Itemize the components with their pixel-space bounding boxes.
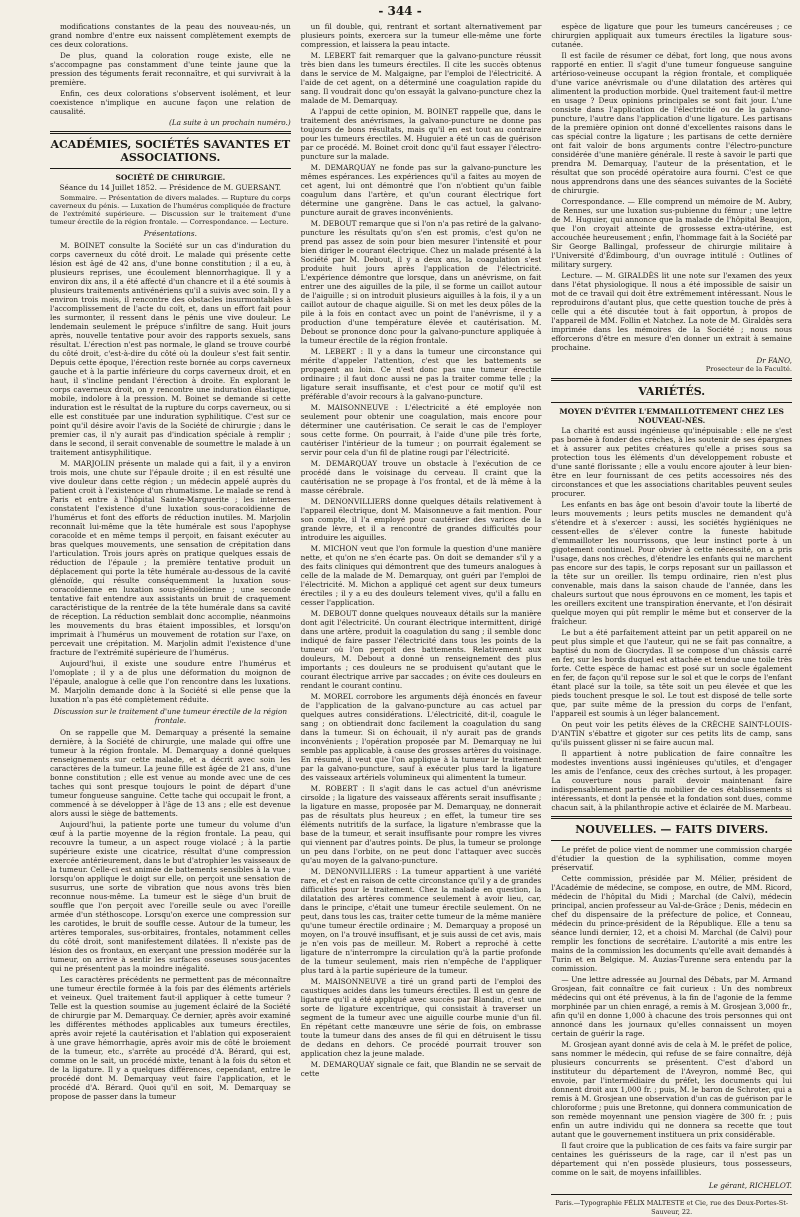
paragraph: M. ROBERT : Il s'agit dans le cas actuel d'un anévrisme cirsoïde ; la ligature des vaisseaux afférents serait insuffisante ; la ligature en masse, proposée par M. Demarquay, ne donnerait pas de résultats plus heureux ; en effet, la tumeur tire ses éléments nutritifs de la surface, la ligature n'embrasse que la base de la tumeur, et serait insuffisante pour rompre les vivres qui viennent par d'autres points. De plus, la tumeur se prolonge un peu dans l'orbite, on ne peut donc l'attaquer avec succès qu'au moyen de la galvano-puncture.	[300, 784, 542, 865]
paragraph: Il faut croire que la publication de ces faits va faire surgir par centaines les guérisseurs de la rage, car il n'est pas un département qui n'en possède plusieurs, tous possesseurs, comme on le sait, de moyens infaillibles.	[551, 1141, 793, 1177]
gerant-signature: Le gérant, RICHELOT.	[708, 1181, 793, 1190]
divider	[551, 816, 792, 819]
paragraph: M. LEBERT fait remarquer que la galvano-puncture réussit très bien dans les tumeurs érectiles. Il cite les succès obtenus dans le service de M. Malgaigne, par l'emploi de l'électricité. A l'aide de cet agent, on a déterminé une coagulation rapide du sang. Il voudrait donc qu'on essayât la galvano-puncture chez la malade de M. Demarquay.	[300, 51, 542, 105]
column-3	[551, 22, 792, 1217]
paragraph: A l'appui de cette opinion, M. BOINET rappelle que, dans le traitement des anévrismes, la galvano-puncture ne donne pas toujours de bons résultats, mais qu'il en est tout au contraire pour les tumeurs érectiles. M. Huguier a été un cas de guérison par ce procédé. M. Boinet croit donc qu'il faut essayer l'électro-puncture sur la malade.	[300, 107, 542, 161]
paragraph: Les enfants en bas âge ont besoin d'avoir toute la liberté de leurs mouvements ; leurs petits muscles ne demandent qu'à s'étendre et à s'exercer : aussi, les sociétés hygiéniques ne cessent-elles de s'élever contre la funeste habitude d'emmailloter les nourrissons, que leur instinct porte à un gigotement continuel. Pour obvier à cette nécessité, on a pris l'usage, dans nos crèches, d'étendre les enfants qui ne marchent pas encore sur des tapis, le corps reposant sur un paillasson et la tête sur un oreiller. Ils tempu ordinaire, rien n'est plus convenable, mais dans la saison chaude de l'année, dans les chaleurs surtout que nous éprouvons en ce moment, les tapis et les oreillers excitent une transpiration énervante, et l'on désirait quelque moyen qui pût remplir le même but et conserver de la fraîcheur.	[551, 500, 793, 626]
columns	[50, 22, 792, 1217]
paragraph: Il est facile de résumer ce débat, fort long, que nous avons rapporté en entier. Il s'agit d'une tumeur fongueuse sanguine artérioso-veineuse occupant la région frontale, et compliquée d'une varice anévrismale ou d'une dilatation des artères qui alimentent la production morbide. Quel traitement faut-il mettre en usage ? Deux opinions principales se sont fait jour. L'une consiste dans l'application de l'électricité ou de la galvano-puncture, l'autre dans l'application d'une ligature. Les partisans de la première opinion ont donné d'excellentes raisons dans le cas spécial contre la ligature ; les partisans de cette dernière ont fait valoir de bons arguments contre l'électro-puncture considérée d'une manière générale. Il reste à savoir le parti que prendra M. Demarquay, l'auteur de la présentation, et le résultat que son procédé opératoire aura fourni. C'est ce que nous apprendrons dans une des séances suivantes de la Société de chirurgie.	[551, 51, 793, 195]
paragraph: M. MAISONNEUVE : L'électricité a été employée non seulement pour obtenir une coagulation, mais encore pour déterminer une cautérisation. Ce serait le cas de l'employer sous cette forme. On pourrait, à l'aide d'une pile très forte, cautériser l'intérieur de la tumeur ; on pourrait également se servir pour cela d'un fil de platine rougi par l'électricité.	[300, 403, 542, 457]
divider	[50, 131, 291, 134]
paragraph: M. MICHON veut que l'on formule la question d'une manière nette, et qu'on ne s'en écarte pas. On doit se demander s'il y a des faits cliniques qui démontrent que des tumeurs analogues à celle de la malade de M. Demarquay, ont guéri par l'emploi de l'électricité. M. Michon a appliqué cet agent sur deux tumeurs érectiles ; il y a eu des douleurs telement vives, qu'il a fallu en cesser l'application.	[300, 544, 542, 607]
paragraph: Enfin, ces deux colorations s'observent isolément, et leur coexistence n'implique en aucune façon une relation de causalité.	[50, 89, 291, 116]
section-title-varietes: VARIÉTÉS.	[638, 385, 706, 398]
society-title: SOCIÉTÉ DE CHIRURGIE.	[115, 173, 226, 182]
paragraph: M. DEMARQUAY trouve un obstacle à l'exécution de ce procédé dans le voisinage du cerveau. Il craint que la cautérisation ne se propage à l'os frontal, et de là même à la masse cérébrale.	[300, 459, 542, 495]
page-number: - 344 -	[378, 4, 422, 18]
paragraph: modifications constantes de la peau des nouveau-nés, un grand nombre d'entre eux naissent complètement exempts de ces deux colorations.	[50, 22, 291, 49]
session-date: Séance du 14 Juillet 1852. — Présidence de M. GUERSANT.	[59, 183, 282, 192]
divider	[551, 402, 792, 403]
summary: Sommaire. — Présentation de divers malades. — Rupture du corps caverneux du pénis. — Luxation de l'humérus compliquée de fracture de l'extrémité supérieure. — Discussion sur le traitement d'une tumeur érectile de la région frontale. — Correspondance. — Lecture.	[50, 194, 291, 226]
paragraph: M. DENONVILLIERS : La tumeur appartient à une variété rare, et c'est en raison de cette circonstance qu'il y a de grandes difficultés pour le traitement. Chez la malade en question, la dilatation des artères commence seulement à avoir lieu, car, dans le principe, c'était une tumeur érectile seulement. On ne peut, dans tous les cas, traiter cette tumeur de la même manière qu'une tumeur érectile ordinaire ; M. Demarquay a proposé un moyen, on l'a trouvé insuffisant, et je suis aussi de cet avis, mais je n'en vois pas de meilleur. M. Robert a reproché à cette ligature de n'interrompre la circulation qu'à la partie profonde de la tumeur seulement, mais rien n'empêche de l'appliquer plus tard à la partie supérieure de la tumeur.	[300, 867, 542, 975]
paragraph: Le préfet de police vient de nommer une commission chargée d'étudier la question de la syphilisation, comme moyen préservatif.	[551, 845, 793, 872]
paragraph: M. MOREL corrobore les arguments déjà énoncés en faveur de l'application de la galvano-puncture au cas actuel par quelques autres considérations. L'électricité, dit-il, coagule le sang ; on obtiendrait donc facilement la coagulation du sang dans la tumeur. Si on échouait, il n'y aurait pas de grands inconvénients ; l'opération proposée par M. Demarquay ne lui semble pas applicable, à cause des grosses artères du voisinage. En résumé, il veut que l'on applique à la tumeur le traitement par la galvano-puncture, sauf à exécuter plus tard la ligature des vaisseaux artériels volumineux qui alimentent la tumeur.	[300, 692, 542, 782]
paragraph: M. DEMARQUAY ne fonde pas sur la galvano-puncture les mêmes espérances. Les expériences qu'il a faites au moyen de cet agent, lui ont démontré que l'on n'obtient qu'un faible coagulum dans l'artère, et qu'un courant électrique fort détermine une gangrène. Dans le cas actuel, la galvano-puncture aurait de graves inconvénients.	[300, 163, 542, 217]
divider	[551, 1194, 792, 1195]
column-1	[50, 22, 291, 1217]
paragraph: — Une lettre adressée au Journal des Débats, par M. Armand Grosjean, fait connaître ce fait curieux : Un des nombreux médecins qui ont été prévenus, à la fin de l'agonie de la femme morphinée par un chien enragé, a remis à M. Grosjean 3,000 fr., afin qu'il en donne 1,000 à chacune des trois personnes qui ont annoncé dans les journaux qu'elles connaissent un moyen certain de guérir la rage.	[551, 975, 793, 1038]
paragraph: un fil double, qui, rentrant et sortant alternativement par plusieurs points, exercera sur la tumeur elle-même une forte compression, et laissera la peau intacte.	[300, 22, 542, 49]
paragraph: Le but a été parfaitement atteint par un petit appareil on ne peut plus simple et que l'auteur, qui ne se fait pas connaître, a baptisé du nom de Giocrydas. Il se compose d'un châssis carré en fer, sur les bords duquel est attachée et tendue une toile très forte. Cette espèce de hamac est posé sur un socle également en fer, de façon qu'il repose sur le sol et que le corps de l'enfant étant placé sur la toile, sa tête soit un peu élevée et que les pieds touchent presque le sol. Le tout est disposé de telle sorte que, par suite même de la pression du corps de l'enfant, l'appareil est soumis à un léger balancement.	[551, 628, 793, 718]
subsection-title: Discussion sur le traitement d'une tumeur érectile de la région frontale.	[53, 707, 288, 725]
paragraph: Aujourd'hui, il existe une soudure entre l'humérus et l'omoplate ; il y a de plus une déformation du moignon de l'épaule, analogue à celle que l'on rencontre dans les luxations. M. Marjolin demande donc à la Société si elle pense que la luxation n'a pas été complètement réduite.	[50, 659, 291, 704]
signature: Dr FANO,	[756, 356, 793, 365]
paragraph: M. DEMARQUAY signale ce fait, que Blandin ne se servait de cette	[300, 1060, 542, 1078]
paragraph: On peut voir les petits élèves de la CRÈCHE SAINT-LOUIS-D'ANTIN s'ébattre et gigoter sur ces petits lits de camp, sans qu'ils puissent glisser ni se faire aucun mal.	[551, 720, 793, 747]
divider	[50, 168, 291, 169]
lecture: Lecture. — M. GIRALDÈS lit une note sur l'examen des yeux dans l'état physiologique. Il nous a été impossible de saisir un mot de ce travail qui doit être extrêmement intéressant. Nous le reproduirons d'autant plus, que cette question touche de près à celle qui a été discutée tout à fait opportun, à propos de l'appareil de MM. Follin et Natchez. La note de M. Giraldès sera imprimée dans les mémoires de la Société ; nous nous efforcerons d'être en mesure d'en donner un extrait à semaine prochaine.	[551, 271, 793, 352]
subsection-title: Présentations.	[143, 229, 197, 238]
paragraph: M. DEBOUT remarque que si l'on n'a pas retiré de la galvano-puncture les résultats qu'on s'en est promis, c'est qu'on ne prend pas assez de soin pour bien mesurer l'intensité et pour bien diriger le courant électrique. Chez un malade présenté à la Société par M. Debout, il y a deux ans, la coagulation s'est produite huit jours après l'application de l'électricité. L'expérience démontre que lorsque, dans un anévrisme, on fait entrer une des aiguilles de la pile, il se forme un caillot autour de l'aiguille ; si on introduit plusieurs aiguilles à la fois, il y a un caillot autour de chaque aiguille. Si on met les deux pôles de la pile à la fois en contact avec un point de l'anévrisme, il y a production d'une température élevée et cautérisation. M. Debout se prononce donc pour la galvano-puncture appliquée à la tumeur érectile de la région frontale.	[300, 219, 542, 345]
paragraph: M. MARJOLIN présente un malade qui a fait, il y a environ trois mois, une chute sur l'épaule droite ; il en est résulté une vive douleur dans cette région ; un médecin appelé auprès du patient croit à l'existence d'un rhumatisme. Le malade se rend à Paris et entre à l'hôpital Sainte-Marguerite ; les internes constatent l'existence d'une luxation sous-coracoïdienne de l'humérus et font des efforts de réduction inutiles. M. Marjolin reconnaît lui-même que la tête humérale est sous l'apophyse coracoïde et en même temps il perçoit, en faisant exécuter au bras quelques mouvements, une sensation de crépitation dans l'articulation. Trois jours après on pratique quelques essais de réduction de l'épaule ; la première tentative produit un déplacement qui porte la tête humérale au-dessous de la cavité glénoïde, qui résulte conséquemment la luxation sous-coracoïdienne en luxation sous-glénoïdienne ; une seconde tentative fait entendre aux assistants un bruit de craquement caractéristique de la rentrée de la tête humérale dans sa cavité de réception. La réduction semblait donc accomplie, néanmoins les mouvements du bras étaient impossibles, et lorsqu'on imprimait à l'humérus un mouvement de rotation sur l'axe, on percevait une crépitation. M. Marjolin admit l'existence d'une fracture de l'extrémité supérieure de l'humérus.	[50, 459, 291, 657]
divider	[551, 840, 792, 841]
paragraph: On se rappelle que M. Demarquay a présenté la semaine dernière, à la Société de chirurgie, une malade qui offre une tumeur à la région frontale. M. Demarquay a donné quelques renseignements sur cette malade, et a décrit avec soin les caractères de la tumeur. La jeune fille est âgée de 21 ans, d'une bonne constitution ; elle est venue au monde avec une de ces taches qui sont presque toujours le point de départ d'une tumeur fongueuse sanguine. Cette tache qui occupait le front, a commencé à se développer à l'âge de 13 ans ; elle est devenue alors aussi le siège de battements.	[50, 728, 291, 818]
paragraph: De plus, quand la coloration rouge existe, elle ne s'accompagne pas constamment d'une teinte jaune que la pression des téguments ferait reconnaître, et qui survivrait à la première.	[50, 51, 291, 87]
signature-role: Prosecteur de la Faculté.	[705, 365, 793, 373]
paragraph: Cette commission, présidée par M. Mélier, président de l'Académie de médecine, se compose, en outre, de MM. Ricord, médecin de l'hôpital du Midi ; Marchal (de Calvi), médecin principal, ancien professeur au Val-de-Grâce ; Denis, médecin en chef du dispensaire de la préfecture de police, et Conneau, médecin du prince-président de la République. Elle a tenu sa séance lundi dernier, 12, et a choisi M. Marchal (de Calvi) pour remplir les fonctions de secrétaire. L'autorité a mis entre les mains de la commission les documents qu'elle avait demandés à Turin et en Belgique. M. Auzias-Turenne sera entendu par la commission.	[551, 874, 793, 973]
section-title-academies: ACADÉMIES, SOCIÉTÉS SAVANTES ET ASSOCIATIONS.	[50, 138, 291, 164]
paragraph: M. BOINET consulte la Société sur un cas d'induration du corps caverneux du côté droit. Le malade qui présente cette lésion est âgé de 42 ans, d'une bonne constitution ; il a eu, à plusieurs reprises, une écoulement blennorrhagique. Il y a environ dix ans, il a été affecté d'un chancre et il a été soumis à plusieurs traitements antivénériens qu'il a suivis avec soin. Il y a environ trois mois, il rencontre des obstacles insurmontables à l'accomplissement de l'acte du coït, et, dans un effort fait pour les surmonter, il ressent dans le pénis une vive douleur. Le lendemain seulement le prépuce s'infiltre de sang. Huit jours après, nouvelle tentative pour avoir des rapports sexuels, sans résultat. L'érection n'est pas normale, le gland se trouve courbé du côté droit, c'est-à-dire du côté où la douleur s'est fait sentir. Depuis cette époque, l'érection reste bornée au corps caverneux gauche et à la partie inférieure du corps caverneux droit, et en haut, il s'incline pendant l'érection à droite. En explorant le corps caverneux droit, on y rencontre une induration élastique, mobile, indolore à la pression. M. Boinet se demande si cette induration est le résultat de la rupture du corps caverneux, ou si elle est constituée par une induration syphilitique. C'est sur ce point qu'il désire avoir l'avis de la Société de chirurgie ; dans le premier cas, il n'y aurait pas d'indication spéciale à remplir ; dans le second, il serait convenable de soumettre le malade à un traitement antisyphilitique.	[50, 241, 291, 457]
paragraph: M. DENONVILLIERS donne quelques détails relativement à l'appareil électrique, dont M. Maisonneuve a fait mention. Pour son compte, il l'a employé pour cautériser des varices de la grande lèvre, et il a rencontré de grandes difficultés pour introduire les aiguilles.	[300, 497, 542, 542]
paragraph: La charité est aussi ingénieuse qu'inépuisable : elle ne s'est pas bornée à fonder des crèches, à les soutenir de ses épargnes et à assurer aux petites créatures qu'elle a prises sous sa protection tous les éléments d'un développement robuste et d'une santé florissante ; elle a voulu encore ajouter à leur bien-être en leur fournissant de ces petits accessoires nés des circonstances et que les associations charitables peuvent seules procurer.	[551, 426, 793, 498]
paragraph: Les caractères précédents ne permettent pas de méconnaître une tumeur érectile formée à la fois par des éléments artériels et veineux. Quel traitement faut-il appliquer à cette tumeur ? Telle est la question soumise au jugement éclairé de la Société de chirurgie par M. Demarquay. Ce dernier, après avoir examiné les différentes méthodes applicables aux tumeurs érectiles, après avoir rejeté la cautérisation et l'ablation qui exposeraient à une grave hémorrhagie, après avoir mis de côté le broiement de la tumeur, etc., s'arrête au procédé d'A. Bérard, qui est, comme on le sait, un procédé mixte, tenant à la fois du séton et de la ligature. Il y a quelques différences, cependant, entre le procédé dont M. Demarquay veut faire l'application, et le procédé d'A. Bérard. Quoi qu'il en soit, M. Demarquay se propose de passer dans la tumeur	[50, 975, 291, 1101]
paragraph: M. LEBERT : Il y a dans la tumeur une circonstance qui mérite d'appeler l'attention, c'est que les battements se propagent au loin. Ce n'est donc pas une tumeur érectile ordinaire ; il faut donc aussi ne pas la traiter comme telle ; la ligature serait insuffisante, et c'est pour ce motif qu'il est préférable d'avoir recours à la galvano-puncture.	[300, 347, 542, 401]
printer-footer: Paris.—Typographie FÉLIX MALTESTE et Cie, rue des Deux-Portes-St-Sauveur, 22.	[555, 1199, 789, 1216]
paragraph: M. MAISONNEUVE a tiré un grand parti de l'emploi des caustiques acides dans les tumeurs érectiles. Il est un genre de ligature qu'il a été appliqué avec succès par Blandin, c'est une sorte de ligature excentrique, qui consistait à traverser un segment de la tumeur avec une aiguille courbe munie d'un fil. En répétant cette manœuvre une série de fois, on embrasse toute la tumeur dans des anses de fil qui en détruisent le tissu de dedans en dehors. Ce procédé pourrait trouver son application chez la jeune malade.	[300, 977, 542, 1058]
paragraph: M. Grosjean ayant donné avis de cela à M. le préfet de police, sans nommer le médecin, qui refuse de se faire connaître, déjà plusieurs concurrents se présentent. C'est d'abord un instituteur du département de l'Aveyron, nommé Bec, qui envoie, par l'intermédiaire du préfet, les documents qui lui donnent droit aux 1,000 fr. ; puis, M. le baron de Schroter, qui a remis à M. Grosjean une observation d'un cas de guérison par le chloroforme ; puis une Bretonne, qui donnera communication de son remède moyennant une pension viagère de 300 fr. ; puis enfin un autre individu qui ne donnera sa recette que tout autant que le gouvernement instituera un prix considérable.	[551, 1040, 793, 1139]
divider	[551, 378, 792, 381]
paragraph: Il appartient à notre publication de faire connaître les modestes inventions aussi ingénieuses qu'utiles, et d'engager les amis de l'enfance, ceux des crèches surtout, à les propager. La couverture nous paraît devoir maintenant faire indispensablement partie du mobilier de ces établissements si intéressants, et dont la pensée et la fondation sont dues, comme chacun sait, à la philanthropie active et éclairée de M. Marbeau.	[551, 749, 793, 812]
varietes-subtitle: MOYEN D'ÉVITER L'EMMAILLOTTEMENT CHEZ LES NOUVEAU-NÉS.	[559, 407, 784, 425]
column-2	[301, 22, 542, 1217]
section-title-nouvelles: NOUVELLES. — FAITS DIVERS.	[575, 823, 769, 836]
correspondence: Correspondance. — Elle comprend un mémoire de M. Aubry, de Rennes, sur une luxation sus-pubienne du fémur ; une lettre de M. Huguier, qui annonce que la malade de l'hôpital Beaujon, que l'on croyait atteinte de grossesse extra-utérine, est accouchée heureusement ; enfin, l'hommage fait à la Société par Sir George Ballingal, professeur de chirurgie militaire à l'Université d'Édimbourg, d'un ouvrage intitulé : Outlines of military surgery.	[551, 197, 793, 269]
paragraph: M. DEBOUT donne quelques nouveaux détails sur la manière dont agit l'électricité. Un courant électrique intermittent, dirigé dans une artère, produit la coagulation du sang ; il semble donc indiqué de faire passer l'électricité dans tous les points de la tumeur où l'on perçoit des battements. Relativement aux douleurs, M. Debout a donné un renseignement des plus importants ; ces douleurs ne se produisent qu'autant que le courant électrique arrive par saccades ; on évite ces douleurs en rendant le courant continu.	[300, 609, 542, 690]
paragraph: Aujourd'hui, la patiente porte une tumeur du volume d'un œuf à la partie moyenne de la région frontale. La peau, qui recouvre la tumeur, a un aspect rouge violacé ; à la partie supérieure existe une cicatrice, résultat d'une compression exercée antérieurement, dans le but d'atrophier les vaisseaux de la tumeur. Celle-ci est animée de battements sensibles à la vue ; lorsqu'on applique le doigt sur elle, on perçoit une sensation de susurrus, une sorte de vibration que nous avons très bien reconnue nous-même. La tumeur est le siège d'un bruit de souffle que l'on perçoit avec l'oreille seule ou avec l'oreille armée d'un stéthoscope. Lorsqu'on exerce une compression sur les carotides, le bruit de souffle cesse. Autour de la tumeur, les artères temporales, sus-orbitaires, frontales, notamment celles du côté droit, sont manifestement dilatées. Il n'existe pas de lésion des os frontaux, en exerçant une pression modérée sur la tumeur, on arrive à sentir les surfaces osseuses sous-jacentes qui ne présentent pas la moindre inégalité.	[50, 820, 291, 973]
paragraph: espèce de ligature que pour les tumeurs cancéreuses ; ce chirurgien appliquait aux tumeurs érectiles la ligature sous-cutanée.	[551, 22, 793, 49]
continuation-note: (La suite à un prochain numéro.)	[168, 118, 291, 127]
